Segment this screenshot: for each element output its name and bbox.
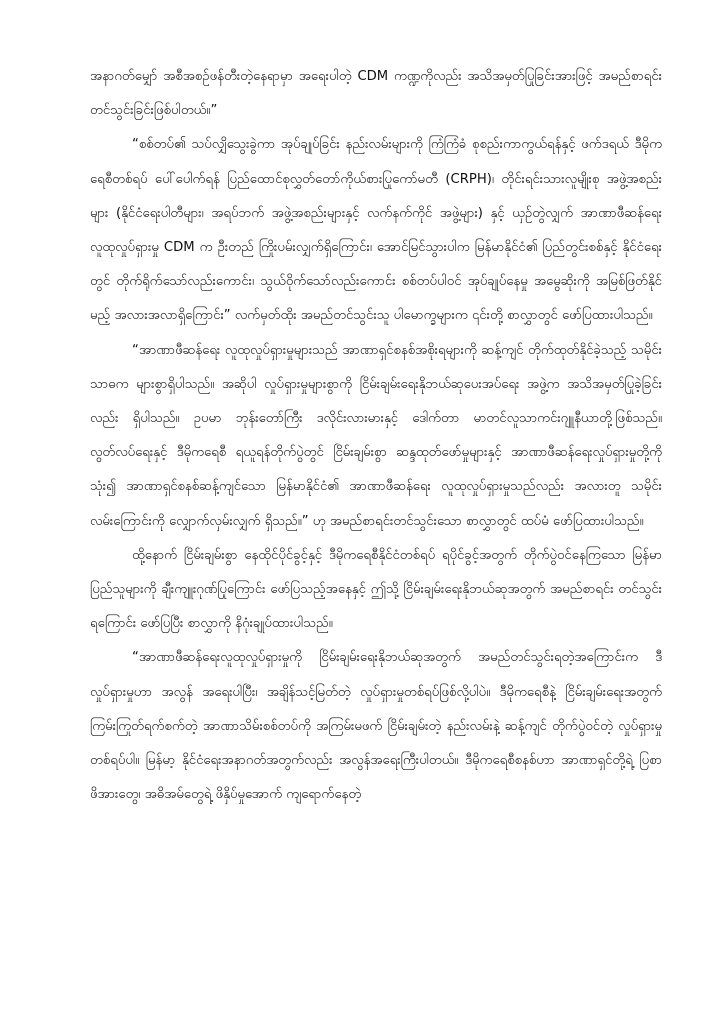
paragraph-1: အနာဂတ်မျှော် အစီအစဉ်ဖန်တီးတဲ့နေရာမှာ အရေးပါတဲ့ CDM ကဏ္ဍကိုလည်း အသိအမှတ်ပြုခြင်းအားဖြင့် အမည်စာရင်း တင်သွင်းခြင်းဖြစ်ပါတယ်။” xyxy=(90,69,662,119)
paragraph-2: “စစ်တပ်၏ သပ်လျှိသွေးခွဲကာ အုပ်ချုပ်ခြင်း နည်းလမ်းများကို ကြံကြံခံ စုစည်းကာကွယ်ရန်နှင့် ဖက်ဒရယ် ဒီမိုကရေစီတစ်ရပ် ပေါ်ပေါက်ရန် ပြည်ထောင်စုလွှတ်တော်ကိုယ်စားပြုကော်မတီ (CRPH)၊ တိုင်းရင်းသားလူမျိုးစု အဖွဲ့အစည်းများ (နိုင်ငံရေးပါတီများ၊ အရပ်ဘက် အဖွဲ့အစည်းများနှင့် လက်နက်ကိုင် အဖွဲ့များ) နှင့် ယှဉ်တွဲလျှက် အာဏာဖီဆန်ရေး လူထုလှုပ်ရှားမှု CDM က ဦးတည် ကြိုးပမ်းလျှက်ရှိကြောင်း၊ အောင်မြင်သွားပါက မြန်မာနိုင်ငံ၏ ပြည်တွင်းစစ်နှင့် နိုင်ငံရေးတွင် တိုက်ရိုက်သော်လည်းကောင်း၊ သွယ်ဝိုက်သော်လည်းကောင်း စစ်တပ်ပါဝင် အုပ်ချုပ်နေမှု အမွေဆိုးကို အမြစ်ဖြတ်နိုင်မည့် အလားအလာရှိကြောင်း” လက်မှတ်ထိုး အမည်တင်သွင်းသူ ပါမောက္ခများက ၎င်းတို့ စာလွှာတွင် ဖော်ပြထားပါသည်။ xyxy=(90,137,662,324)
paragraph-5: “အာဏာဖီဆန်ရေးလူထုလှုပ်ရှားမှုကို ငြိမ်းချမ်းရေးနိုဘယ်ဆုအတွက် အမည်တင်သွင်းရတဲ့အကြောင်းက ဒီလှုပ်ရှားမှုဟာ အလွန် အရေးပါပြီး၊ အချိန်သင့်မြတ်တဲ့ လှုပ်ရှားမှုတစ်ရပ်ဖြစ်လို့ပါပဲ။ ဒီမိုကရေစီနဲ့ ငြိမ်းချမ်းရေးအတွက် ကြမ်းကြုတ်ရက်စက်တဲ့ အာဏာသိမ်းစစ်တပ်ကို အကြမ်းမဖက် ငြိမ်းချမ်းတဲ့ နည်းလမ်းနဲ့ ဆန့်ကျင် တိုက်ပွဲဝင်တဲ့ လှုပ်ရှားမှု တစ်ရပ်ပါ။ မြန်မာ့ နိုင်ငံရေးအနာဂတ်အတွက်လည်း အလွန်အရေးကြီးပါတယ်။ ဒီမိုကရေစီစနစ်ဟာ အာဏာရှင်တို့ရဲ့ ပြစာဖိအားတွေ၊ အဓိအမ်တွေရဲ့ ဖိနှိပ်မှုအောက် ကျရောက်နေတဲ့ xyxy=(90,650,662,803)
document-page xyxy=(90,60,662,812)
paragraph-4: ထို့နောက် ငြိမ်းချမ်းစွာ နေထိုင်ပိုင်ခွင့်နှင့် ဒီမိုကရေစီနိုင်ငံတစ်ရပ် ရပိုင်ခွင့်အတွက် တိုက်ပွဲဝင်နေကြသော မြန်မာပြည်သူများကို ချီးကျူးဂုဏ်ပြုကြောင်း ဖော်ပြသည့်အနေနှင့် ဤသို့ ငြိမ်းချမ်းရေးနိုဘယ်ဆုအတွက် အမည်စာရင်း တင်သွင်းရကြောင်း ဖော်ပြပြီး စာလွှာကို နိဂုံးချုပ်ထားပါသည်။ xyxy=(90,547,662,632)
paragraph-3: “အာဏာဖီဆန်ရေး လူထုလှုပ်ရှားမှုများသည် အာဏာရှင်စနစ်အစိုးရများကို ဆန့်ကျင် တိုက်ထုတ်နိုင်ခဲ့သည့် သမိုင်းသာဓက များစွာရှိပါသည်။ အဆိုပါ လှုပ်ရှားမှုများစွာကို ငြိမ်းချမ်းရေးနိုဘယ်ဆုပေးအပ်ရေး အဖွဲ့က အသိအမှတ်ပြုခဲ့ခြင်းလည်း ရှိပါသည်။ ဥပမာ ဘုန်းတော်ကြီး ဒလိုင်းလားမားနှင့် ဒေါက်တာ မာတင်လူသာကင်းဂျူနီယာတို့ဖြစ်သည်။ လွတ်လပ်ရေးနှင့် ဒီမိုကရေစီ ရယူရန်တိုက်ပွဲတွင် ငြိမ်းချမ်းစွာ ဆန္ဒထုတ်ဖော်မှုများနှင့် အာဏာဖီဆန်ရေးလှုပ်ရှားမှုတို့ကို သုံး၍ အာဏာရှင်စနစ်ဆန့်ကျင်သော မြန်မာနိုင်ငံ၏ အာဏာဖီဆန်ရေး လူထုလှုပ်ရှားမှုသည်လည်း အလားတူ သမိုင်းလမ်းကြောင်းကို လျှောက်လှမ်းလျှက် ရှိသည်။” ဟု အမည်စာရင်းတင်သွင်းသော စာလွှာတွင် ထပ်မံ ဖော်ပြထားပါသည်။ xyxy=(90,342,662,529)
